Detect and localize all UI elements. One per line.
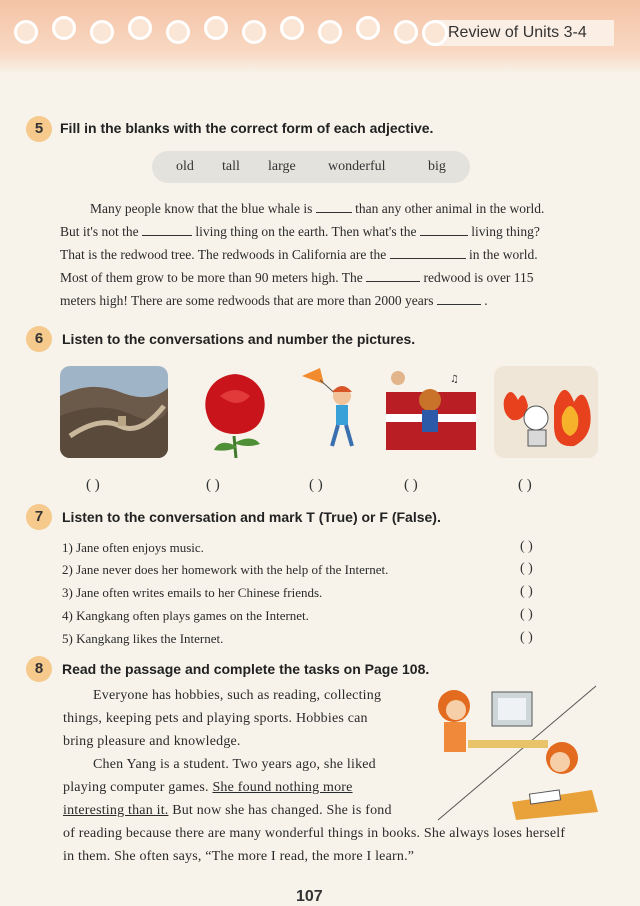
- word-bank-item: wonderful: [328, 159, 386, 174]
- passage-line: [60, 246, 538, 263]
- passage-text: living thing?: [471, 224, 540, 239]
- section-7-badge: 7: [26, 504, 52, 530]
- answer-paren[interactable]: ( ): [86, 477, 100, 493]
- circle-icon: [14, 20, 38, 44]
- blank-field[interactable]: [420, 223, 468, 236]
- underlined-text: interesting than it.: [63, 803, 169, 818]
- passage-text: living thing on the earth. Then what's the: [195, 224, 417, 239]
- circle-icon: [422, 20, 448, 46]
- underlined-text: She found nothing more: [212, 780, 353, 795]
- tf-answer-paren[interactable]: ( ): [520, 607, 533, 622]
- blank-field[interactable]: [142, 223, 192, 236]
- section-5-title: Fill in the blanks with the correct form of each adjective.: [60, 120, 434, 136]
- picture-girl-kite: [298, 366, 370, 458]
- passage-line: [90, 200, 544, 217]
- picture-great-wall: [60, 366, 168, 458]
- page-header: [0, 0, 640, 74]
- picture-fire-cartoon: [494, 366, 598, 458]
- blank-field[interactable]: [366, 269, 420, 282]
- section-6-title: Listen to the conversations and number the pictures.: [62, 331, 416, 347]
- statement: 4) Kangkang often plays games on the Internet.: [62, 608, 309, 623]
- blank-field[interactable]: [390, 246, 466, 259]
- passage-paragraph-line: Everyone has hobbies, such as reading, collecting: [93, 688, 382, 703]
- passage-paragraph-line: things, keeping pets and playing sports. Hobbies can: [63, 711, 368, 726]
- word-bank-item: tall: [222, 159, 240, 174]
- passage-text: That is the redwood tree. The redwoods in California are the: [60, 247, 387, 262]
- word-bank-item: big: [428, 159, 446, 174]
- tf-answer-paren[interactable]: ( ): [520, 584, 533, 599]
- tf-answer-paren[interactable]: ( ): [520, 539, 533, 554]
- picture-girl-piano: [384, 366, 478, 458]
- statement: 1) Jane often enjoys music.: [62, 540, 204, 555]
- circle-icon: [204, 16, 228, 40]
- circle-icon: [166, 20, 190, 44]
- circle-icon: [318, 20, 342, 44]
- section-8-title: Read the passage and complete the tasks on Page 108.: [62, 661, 430, 677]
- tf-answer-paren[interactable]: ( ): [520, 630, 533, 645]
- circle-icon: [280, 16, 304, 40]
- statement: 5) Kangkang likes the Internet.: [62, 631, 224, 646]
- passage-text: playing computer games.: [63, 780, 209, 795]
- passage-paragraph-line: in them. She often says, “The more I read, the more I learn.”: [63, 849, 415, 864]
- passage-text: redwood is over 115: [423, 270, 534, 285]
- blank-field[interactable]: [437, 292, 481, 305]
- page-number: 107: [296, 888, 323, 905]
- word-bank-item: old: [176, 159, 194, 174]
- passage-paragraph-line: of reading because there are many wonderful things in books. She always loses herself: [63, 826, 566, 841]
- circle-icon: [52, 16, 76, 40]
- blank-field[interactable]: [316, 200, 352, 213]
- answer-paren[interactable]: ( ): [404, 477, 418, 493]
- answer-paren[interactable]: ( ): [206, 477, 220, 493]
- word-bank: [152, 151, 470, 183]
- passage-paragraph-line: [63, 803, 392, 819]
- statement: 2) Jane never does her homework with the help of the Internet.: [62, 562, 389, 577]
- passage-text: But it's not the: [60, 224, 139, 239]
- passage-text: than any other animal in the world.: [355, 201, 545, 216]
- circle-icon: [128, 16, 152, 40]
- unit-title-text: Review of Units 3-4: [448, 24, 587, 41]
- section-7-title: Listen to the conversation and mark T (True) or F (False).: [62, 509, 441, 525]
- passage-text: But now she has changed. She is fond: [172, 803, 392, 818]
- answer-paren[interactable]: ( ): [309, 477, 323, 493]
- passage-paragraph-line: [63, 780, 353, 796]
- passage-line: [60, 223, 540, 240]
- answer-paren[interactable]: ( ): [518, 477, 532, 493]
- circle-icon: [242, 20, 266, 44]
- section-8-badge: 8: [26, 656, 52, 682]
- passage-text: in the world.: [469, 247, 538, 262]
- passage-text: Most of them grow to be more than 90 meters high. The: [60, 270, 363, 285]
- svg-text:♫: ♫: [450, 374, 459, 385]
- circle-icon: [90, 20, 114, 44]
- passage-text: Many people know that the blue whale is: [90, 201, 313, 216]
- passage-text: .: [484, 293, 488, 308]
- illustration-computer-reading: [432, 682, 600, 822]
- passage-paragraph-line: bring pleasure and knowledge.: [63, 734, 241, 749]
- passage-text: meters high! There are some redwoods that are more than 2000 years: [60, 293, 434, 308]
- statement: 3) Jane often writes emails to her Chinese friends.: [62, 585, 323, 600]
- passage-paragraph-line: Chen Yang is a student. Two years ago, she liked: [93, 757, 376, 772]
- unit-title: [424, 20, 614, 46]
- passage-line: [60, 269, 534, 286]
- passage-line: [60, 292, 488, 309]
- circle-icon: [356, 16, 380, 40]
- tf-answer-paren[interactable]: ( ): [520, 561, 533, 576]
- word-bank-item: large: [268, 159, 296, 174]
- picture-red-rose: [190, 366, 280, 458]
- section-6-badge: 6: [26, 326, 52, 352]
- section-5-badge: 5: [26, 116, 52, 142]
- circle-icon: [394, 20, 418, 44]
